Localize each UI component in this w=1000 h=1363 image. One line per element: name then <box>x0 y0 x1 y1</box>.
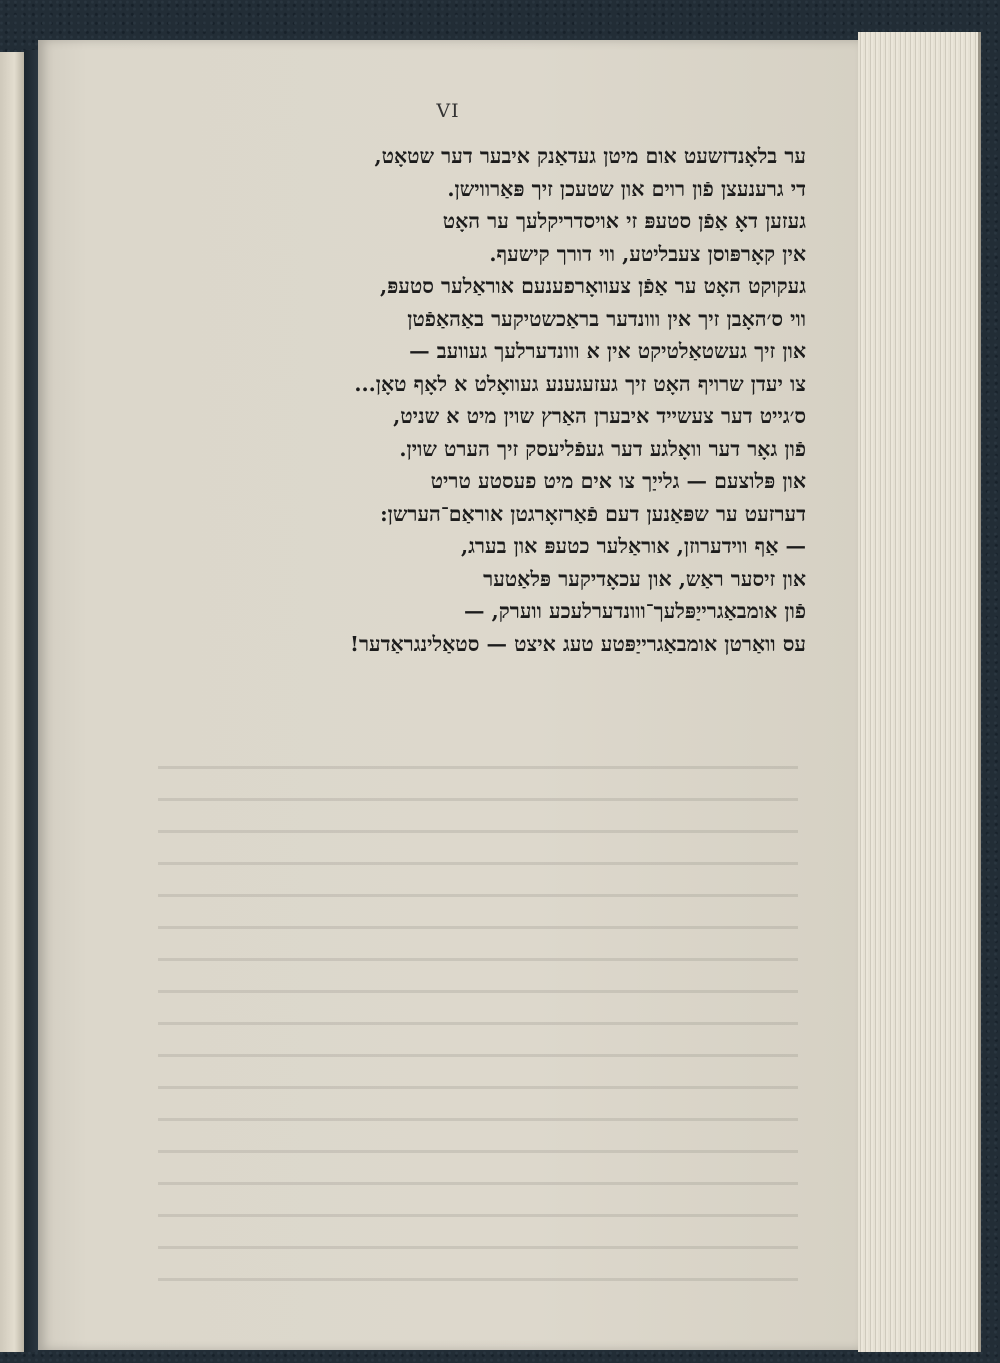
text-line-11: און פּלוצעם — גלייַך צו אים מיט פעסטע טריט <box>430 469 806 493</box>
text-line-7: און זיך געשטאַלטיקט אין א ווונדערלעך געוועב — <box>409 339 806 363</box>
book-page <box>38 40 858 1350</box>
text-line-3: געזען דאָ אַפֿן סטעפּ זי אויסדריקלעך ער האָט <box>442 209 806 233</box>
text-line-16: עס וואַרטן אומבאַגרייַפּטע טעג איצט — סטאַלינגראַדער! <box>349 631 806 656</box>
page-edges <box>858 32 981 1352</box>
text-line-4: אין קאָרפּוסן צעבליטע, ווי דורך קישעף. <box>489 241 806 266</box>
text-line-15: פֿון אומבאַגרייַפּלעך־ווונדערלעכע ווערק, — <box>464 599 806 623</box>
text-line-8: צו יעדן שרויף האָט זיך געזעגענע געוואָלט א לאָף טאָן... <box>354 371 806 396</box>
poem-text <box>220 140 806 660</box>
text-line-1: ער בלאָנדזשעט אום מיטן געדאַנק איבער דער שטאָט, <box>374 144 806 168</box>
text-line-12: דערזעט ער שפּאַנען דעם פֿאַרזאָרגטן אוראַם־הערשן: <box>380 501 806 526</box>
text-line-2: די גרענעצן פֿון רוים און שטעכן זיך פּאַרווישן. <box>447 176 806 201</box>
text-line-14: און זיסער ראַש, און עכאָדיקער פּלאַטער <box>483 566 806 591</box>
text-line-13: — אַף ווידערוזן, אוראַלער כטעפּ און בערג, <box>461 534 806 558</box>
book-gutter <box>24 50 38 1352</box>
text-line-10: פֿון גאָר דער וואָלגע דער געפֿליעסק זיך הערט שוין. <box>399 436 806 461</box>
show-through-text <box>158 740 798 1300</box>
text-line-5: געקוקט האָט ער אַפֿן צעוואָרפענעם אוראַלער סטעפּ, <box>379 274 806 298</box>
text-line-6: ווי ס׳האָבן זיך אין ווונדער בראַכשטיקער באַהאַפֿטן <box>407 306 806 331</box>
page-number: VI <box>436 100 460 122</box>
text-line-9: ס׳גייט דער צעשייד איבערן האַרץ שוין מיט א שניט, <box>393 404 806 428</box>
left-page-edge <box>0 52 26 1352</box>
